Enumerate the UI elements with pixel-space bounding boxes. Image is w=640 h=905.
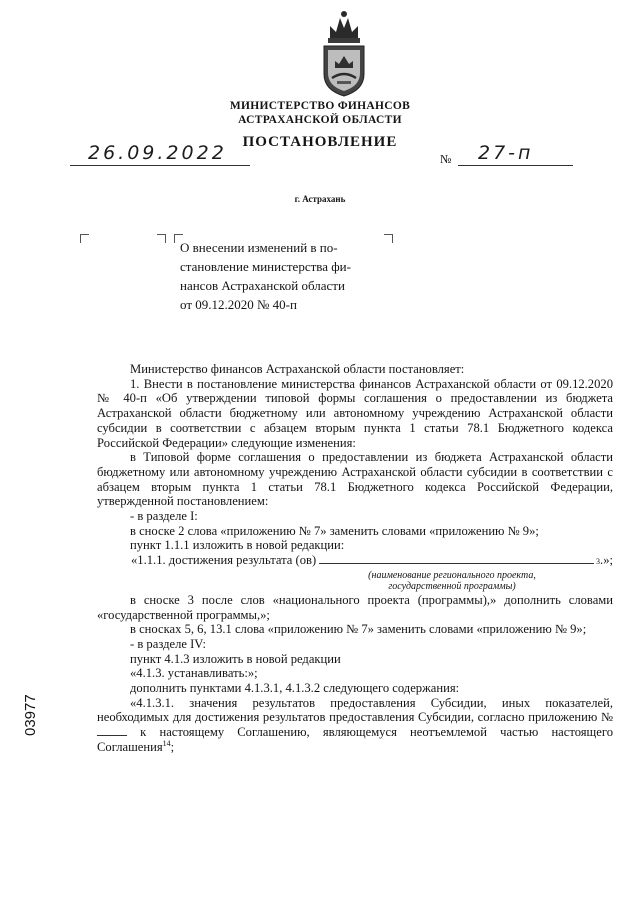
city-label: г. Астрахань [294,194,346,204]
body-paragraph: в сноске 3 после слов «национального проекта (программы),» дополнить словами «государственной программы,»; [97,592,613,622]
ministry-name-line2: АСТРАХАНСКОЙ ОБЛАСТИ [238,114,402,126]
subject-line: от 09.12.2020 № 40-п [180,297,297,312]
body-paragraph: в сносках 5, 6, 13.1 слова «приложению № 7» заменить словами «приложению № 9»; [130,622,587,637]
fill-line-caption: (наименование регионального проекта, государственной программы) [368,569,536,592]
footnote-ref: 14 [162,738,171,748]
body-paragraph: в сноске 2 слова «приложению № 7» заменить словами «приложению № 9»; [130,523,539,538]
body-paragraph: - в разделе I: [130,509,198,524]
body-paragraph: пункт 4.1.3 изложить в новой редакции [130,651,341,666]
corner-bracket-left [80,234,89,243]
body-paragraph: 1. Внести в постановление министерства финансов Астраханской области от 09.12.2020 № 40-п «Об утверждении типовой формы соглашения о предоставлении из бюджета Астраханской области бюджетному или автономному учреждению Астраханской области субсидии в соответствии с абзацем вторым пункта 1 статьи 78.1 Бюджетного кодекса Российской Федерации» следующие изменения: [97,376,613,450]
date-underline [70,165,250,166]
subject-line: становление министерства фи- [180,259,351,274]
corner-bracket-mid-right [157,234,166,243]
result-fill-line: «1.1.1. достижения результата (ов) 3 .»; [131,553,613,568]
document-body [97,362,613,755]
document-title: ПОСТАНОВЛЕНИЕ [242,134,398,150]
clause-end: ; [170,739,175,754]
coat-of-arms-emblem [316,8,372,98]
result-text: «1.1.1. достижения результата (ов) [131,553,317,568]
document-date: 26.09.2022 [88,142,227,164]
blank-underline [97,725,127,736]
clause-text: «4.1.3.1. значения результатов предоставления Субсидии, иных показателей, необходимых для достижения результатов предоставления Субсидии, согласно приложению № [97,695,613,725]
body-paragraph: дополнить пунктами 4.1.3.1, 4.1.3.2 следующего содержания: [130,681,460,696]
number-prefix: № [440,152,452,166]
clause-text: к настоящему Соглашению, являющемуся неотъемлемой частью настоящего Соглашения [97,725,613,754]
body-paragraph: пункт 1.1.1 изложить в новой редакции: [130,538,345,553]
body-paragraph: «4.1.3. устанавливать:»; [130,666,258,681]
body-paragraph: - в разделе IV: [130,636,206,651]
document-number: 27-п [478,142,534,164]
subject-line: О внесении изменений в по- [180,240,338,255]
body-paragraph: в Типовой форме соглашения о предоставлении из бюджета Астраханской области бюджетному или автономному учреждению Астраханской области субсидии в соответствии с абзацем вторым пункта 1 статьи 78.1 Бюджетного кодекса Российской Федерации, утвержденной постановлением: [97,450,613,509]
subject-line: нансов Астраханской области [180,278,345,293]
body-paragraph: Министерство финансов Астраханской области постановляет: [130,362,465,376]
body-paragraph [97,696,613,755]
blank-underline [319,553,594,564]
side-code-text: 03977 [22,694,39,736]
number-underline [458,165,573,166]
document-subject [180,238,392,314]
side-code [22,676,44,736]
ministry-name-line1: МИНИСТЕРСТВО ФИНАНСОВ [229,100,411,112]
result-end: .»; [600,553,613,568]
